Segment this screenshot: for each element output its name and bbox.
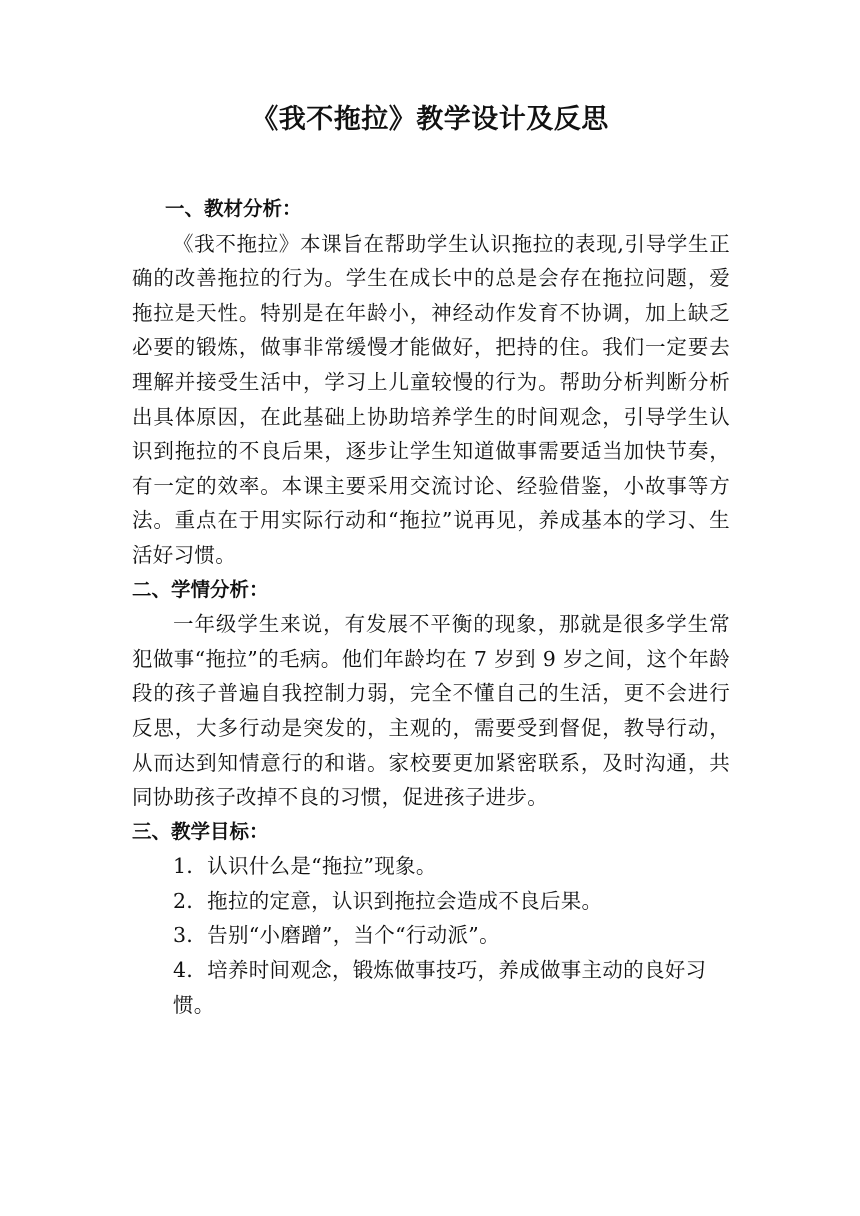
document-body [132, 192, 730, 1022]
section-heading-student-analysis: 二、学情分析： [132, 577, 269, 601]
section-paragraph-textbook-analysis: 《我不拖拉》本课旨在帮助学生认识拖拉的表现,引导学生正确的改善拖拉的行为。学生在成长中的总是会存在拖拉问题，爱拖拉是天性。特别是在年龄小，神经动作发育不协调，加上缺乏必要的锻炼，做事非常缓慢才能做好，把持的住。我们一定要去理解并接受生活中，学习上儿童较慢的行为。帮助分析判断分析出具体原因，在此基础上协助培养学生的时间观念，引导学生认识到拖拉的不良后果，逐步让学生知道做事需要适当加快节奏，有一定的效率。本课主要采用交流讨论、经验借鉴，小故事等方法。重点在于用实际行动和“拖拉”说再见，养成基本的学习、生活好习惯。 [132, 231, 730, 567]
section-heading-textbook-analysis: 一、教材分析： [165, 197, 302, 220]
section-paragraph-student-analysis: 一年级学生来说，有发展不平衡的现象，那就是很多学生常犯做事“拖拉”的毛病。他们年龄均在 7 岁到 9 岁之间，这个年龄段的孩子普遍自我控制力弱，完全不懂自己的生活，更不会进行反思，大多行动是突发的，主观的，需要受到督促，教导行动，从而达到知情意行的和谐。家校要更加紧密联系，及时沟通，共同协助孩子改掉不良的习惯，促进孩子进步。 [132, 612, 730, 810]
document-title: 《我不拖拉》教学设计及反思 [251, 104, 609, 135]
goal-list-item: 4．培养时间观念，锻炼做事技巧，养成做事主动的良好习惯。 [173, 958, 707, 1017]
goal-list-item: 3．告别“小磨蹭”，当个“行动派”。 [173, 923, 500, 948]
goal-list-item: 2．拖拉的定意，认识到拖拉会造成不良后果。 [173, 888, 603, 913]
section-heading-teaching-goals: 三、教学目标： [132, 819, 269, 843]
goal-list-item: 1．认识什么是“拖拉”现象。 [173, 854, 437, 879]
